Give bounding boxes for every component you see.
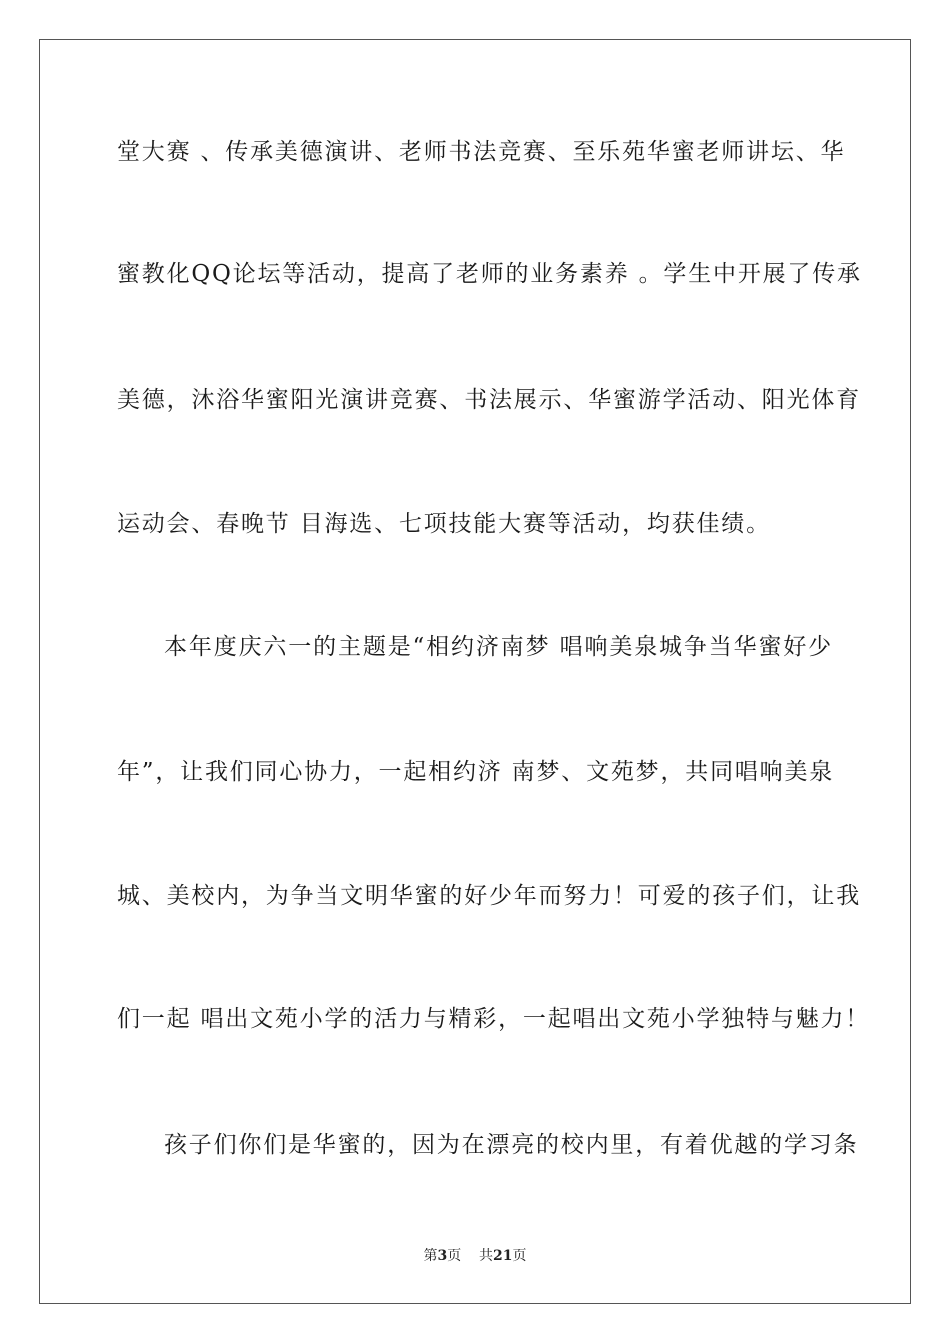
footer-total-suffix: 页 — [512, 1248, 527, 1264]
page-border — [39, 39, 911, 1304]
footer-total-pages: 21 — [493, 1248, 513, 1264]
text-line-6: 年”，让我们同心协力，一起相约济 南梦、文苑梦，共同唱响美泉 — [117, 759, 835, 785]
text-line-4: 运动会、春晚节 目海选、七项技能大赛等活动，均获佳绩。 — [117, 511, 771, 537]
footer-page-prefix: 第 — [423, 1248, 438, 1264]
footer-page-number: 3 — [437, 1248, 448, 1264]
text-line-5: 本年度庆六一的主题是“相约济南梦 唱响美泉城争当华蜜好少 — [164, 634, 833, 660]
text-line-7: 城、美校内，为争当文明华蜜的好少年而努力！可爱的孩子们，让我 — [117, 883, 861, 909]
text-line-8: 们一起 唱出文苑小学的活力与精彩，一起唱出文苑小学独特与魅力！ — [117, 1006, 871, 1032]
footer-page-suffix: 页 — [447, 1248, 462, 1264]
text-line-2: 蜜教化QQ论坛等活动，提高了老师的业务素养 。学生中开展了传承 — [117, 261, 862, 287]
text-line-1: 堂大赛 、传承美德演讲、老师书法竞赛、至乐苑华蜜老师讲坛、华 — [117, 139, 846, 165]
text-line-9: 孩子们你们是华蜜的，因为在漂亮的校内里，有着优越的学习条 — [164, 1132, 859, 1158]
page-footer — [0, 1246, 950, 1266]
footer-total-prefix: 共 — [479, 1248, 494, 1264]
text-line-3: 美德，沐浴华蜜阳光演讲竞赛、书法展示、华蜜游学活动、阳光体育 — [117, 387, 861, 413]
